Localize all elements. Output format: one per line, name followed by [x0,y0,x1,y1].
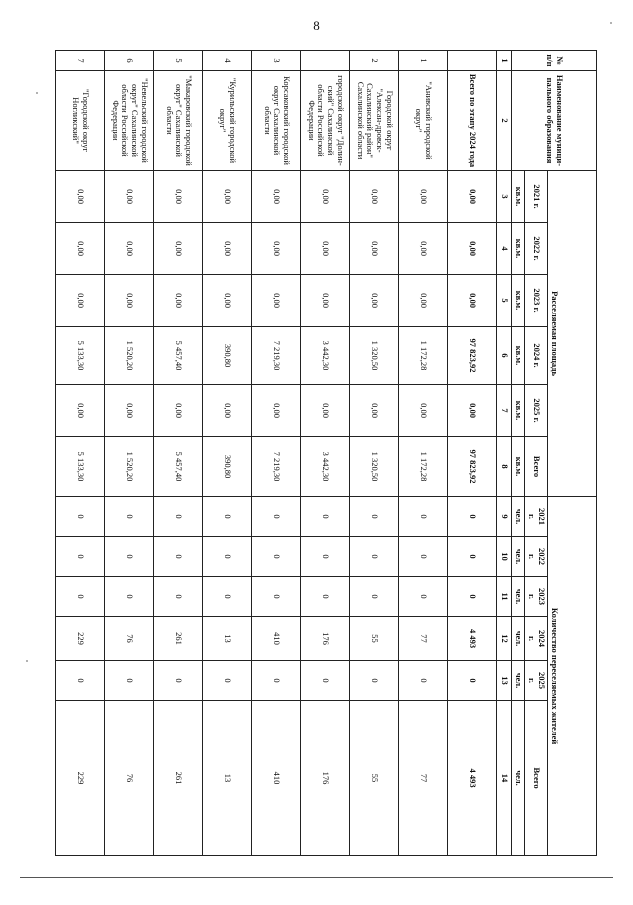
residents-value: 0 [154,537,203,577]
header-area-group: Расселяемая площадь [548,171,597,497]
residents-value: 0 [105,661,154,701]
header-name: Наименование муници- пального образования [512,71,597,171]
table-row [105,51,154,856]
residents-value: 0 [56,497,105,537]
area-value: 1 172,28 [399,327,448,385]
area-value: 1 520,20 [105,327,154,385]
header-row-units [512,51,525,856]
column-number: 13 [497,661,512,701]
bottom-rule [20,877,613,878]
unit-area: кв.м. [512,327,525,385]
row-number: 3 [252,51,301,71]
residents-value: 0 [301,537,350,577]
area-value: 0,00 [203,171,252,223]
residents-value: 0 [350,577,399,617]
column-number: 14 [497,701,512,856]
column-number: 2 [497,71,512,171]
area-value: 0,00 [399,171,448,223]
table-row [399,51,448,856]
area-value: 5 457,40 [154,437,203,497]
area-value: 0,00 [203,275,252,327]
table-row [154,51,203,856]
column-number: 7 [497,385,512,437]
area-value: 0,00 [350,223,399,275]
unit-residents: чел. [512,497,525,537]
column-number: 8 [497,437,512,497]
area-value: 0,00 [56,275,105,327]
area-value: 3 442,30 [301,327,350,385]
residents-value: 76 [105,701,154,856]
residents-value: 0 [252,497,301,537]
area-value: 0,00 [252,171,301,223]
header-residents-year: 2025 г. [525,661,548,701]
unit-area: кв.м. [512,171,525,223]
unit-area: кв.м. [512,223,525,275]
residents-value: 77 [399,617,448,661]
residents-value: 4 493 [448,617,497,661]
residents-value: 261 [154,617,203,661]
area-value: 1 520,20 [105,437,154,497]
residents-value: 176 [301,701,350,856]
area-value: 0,00 [399,385,448,437]
table-row [56,51,105,856]
area-value: 0,00 [399,223,448,275]
residents-value: 261 [154,701,203,856]
municipality-name: "Городской округ Ногликский" [56,71,105,171]
unit-residents: чел. [512,537,525,577]
area-value: 1 320,50 [350,327,399,385]
area-value: 0,00 [105,223,154,275]
residents-value: 0 [448,577,497,617]
column-number: 1 [497,51,512,71]
residents-value: 0 [56,661,105,701]
scan-speck [610,22,612,24]
residents-value: 0 [301,577,350,617]
residents-value: 77 [399,701,448,856]
header-area-year: 2021 г. [525,171,548,223]
area-value: 0,00 [301,385,350,437]
residents-value: 0 [252,577,301,617]
residents-value: 0 [448,497,497,537]
header-residents-year: 2021 г. [525,497,548,537]
scan-speck [26,660,28,662]
table-row [350,51,399,856]
area-value: 7 219,30 [252,327,301,385]
area-value: 0,00 [448,275,497,327]
residents-value: 0 [399,577,448,617]
row-number: 1 [399,51,448,71]
unit-area: кв.м. [512,437,525,497]
column-number: 5 [497,275,512,327]
residents-value: 0 [350,661,399,701]
municipality-name: Городской округ "Алексан-дровск-Сахалинский район" Сахалинской области [350,71,399,171]
residents-value: 0 [350,537,399,577]
column-number: 12 [497,617,512,661]
area-value: 0,00 [301,223,350,275]
area-value: 0,00 [350,275,399,327]
area-value: 5 133,30 [56,327,105,385]
residents-value: 0 [399,661,448,701]
area-value: 0,00 [203,385,252,437]
residents-value: 0 [350,497,399,537]
residents-value: 4 493 [448,701,497,856]
row-number [448,51,497,71]
column-number: 3 [497,171,512,223]
residents-value: 0 [105,537,154,577]
row-number: 4 [203,51,252,71]
area-value: 0,00 [350,171,399,223]
area-value: 0,00 [105,275,154,327]
row-number: 7 [56,51,105,71]
residents-value: 0 [56,577,105,617]
unit-residents: чел. [512,661,525,701]
area-value: 0,00 [56,171,105,223]
area-value: 5 133,30 [56,437,105,497]
unit-residents: чел. [512,701,525,856]
area-value: 3 442,30 [301,437,350,497]
residents-value: 410 [252,701,301,856]
area-value: 390,80 [203,437,252,497]
municipality-name: Корсаковский городской округ Сахалинской области [252,71,301,171]
area-value: 0,00 [56,385,105,437]
area-value: 390,80 [203,327,252,385]
area-value: 0,00 [56,223,105,275]
header-row-groups [548,51,597,856]
area-value: 0,00 [203,223,252,275]
table-row [203,51,252,856]
residents-value: 76 [105,617,154,661]
resettlement-table [55,50,597,856]
area-value: 0,00 [154,171,203,223]
area-value: 0,00 [399,275,448,327]
residents-value: 0 [252,537,301,577]
residents-value: 0 [448,661,497,701]
row-number: 5 [154,51,203,71]
header-area-year: 2025 г. [525,385,548,437]
header-residents-year: 2022 г. [525,537,548,577]
column-numbers-row [497,51,512,856]
scan-speck [36,92,38,94]
municipality-name: "Анивский городской округ" [399,71,448,171]
column-number: 10 [497,537,512,577]
table-row [301,51,350,856]
header-area-year: 2022 г. [525,223,548,275]
area-value: 0,00 [105,385,154,437]
residents-value: 176 [301,617,350,661]
municipality-name: "Макаровский городской округ" Сахалинской области [154,71,203,171]
area-value: 5 457,40 [154,327,203,385]
row-number [301,51,350,71]
residents-value: 0 [399,497,448,537]
column-number: 11 [497,577,512,617]
area-value: 0,00 [350,385,399,437]
unit-residents: чел. [512,617,525,661]
unit-area: кв.м. [512,385,525,437]
residents-value: 0 [301,661,350,701]
header-num: № п/п [512,51,597,71]
header-residents-total: Всего [525,701,548,856]
area-value: 0,00 [448,223,497,275]
area-value: 0,00 [154,275,203,327]
residents-value: 0 [203,497,252,537]
header-area-total: Всего [525,437,548,497]
residents-value: 410 [252,617,301,661]
residents-value: 0 [399,537,448,577]
residents-value: 0 [203,661,252,701]
header-area-year: 2024 г. [525,327,548,385]
area-value: 0,00 [301,275,350,327]
rotated-table-container [49,50,597,855]
residents-value: 55 [350,701,399,856]
area-value: 7 219,30 [252,437,301,497]
header-residents-year: 2024 г. [525,617,548,661]
area-value: 0,00 [252,385,301,437]
residents-value: 55 [350,617,399,661]
header-row-years [525,51,548,856]
total-row [448,51,497,856]
residents-value: 0 [203,577,252,617]
area-value: 0,00 [301,171,350,223]
municipality-name: "Курильский городской округ" [203,71,252,171]
residents-value: 0 [252,661,301,701]
residents-value: 0 [154,661,203,701]
column-number: 6 [497,327,512,385]
residents-value: 0 [154,497,203,537]
area-value: 0,00 [448,171,497,223]
area-value: 97 823,92 [448,437,497,497]
page-number: 8 [313,18,320,33]
table-row [252,51,301,856]
area-value: 0,00 [252,275,301,327]
header-residents-group: Количество переселяемых жителей [548,497,597,856]
residents-value: 0 [448,537,497,577]
area-value: 97 823,92 [448,327,497,385]
area-value: 0,00 [154,223,203,275]
header-area-year: 2023 г. [525,275,548,327]
row-number: 6 [105,51,154,71]
area-value: 0,00 [154,385,203,437]
column-number: 4 [497,223,512,275]
area-value: 0,00 [448,385,497,437]
column-number: 9 [497,497,512,537]
municipality-name: городской округ "Долин-ский" Сахалинской области Российской Федерации [301,71,350,171]
residents-value: 0 [301,497,350,537]
unit-residents: чел. [512,577,525,617]
row-number: 2 [350,51,399,71]
unit-area: кв.м. [512,275,525,327]
area-value: 0,00 [105,171,154,223]
residents-value: 0 [105,497,154,537]
residents-value: 13 [203,617,252,661]
residents-value: 0 [203,537,252,577]
area-value: 1 320,50 [350,437,399,497]
area-value: 1 172,28 [399,437,448,497]
header-residents-year: 2023 г. [525,577,548,617]
municipality-name: Всего по этапу 2024 года [448,71,497,171]
residents-value: 229 [56,701,105,856]
residents-value: 0 [105,577,154,617]
municipality-name: "Невельский городской округ" Сахалинской области Российской Федерации [105,71,154,171]
area-value: 0,00 [252,223,301,275]
residents-value: 229 [56,617,105,661]
residents-value: 0 [154,577,203,617]
residents-value: 13 [203,701,252,856]
residents-value: 0 [56,537,105,577]
